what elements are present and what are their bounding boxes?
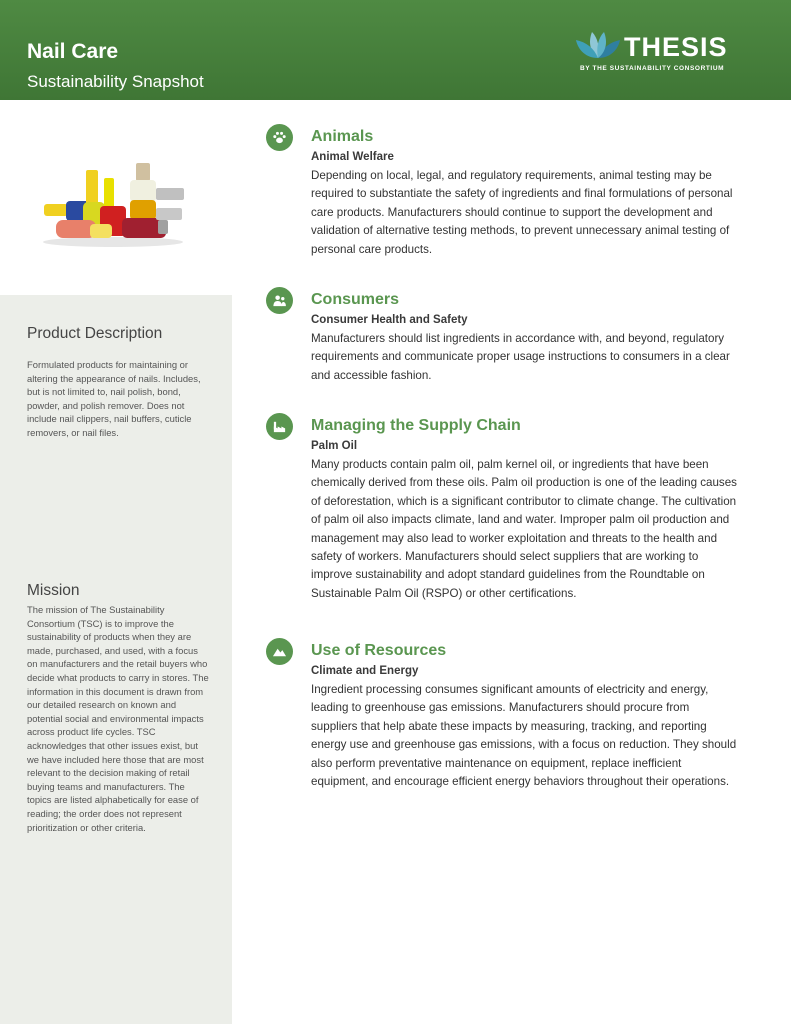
section-title: Animals — [311, 128, 374, 145]
thesis-logo — [576, 30, 746, 80]
nail-polish-bottles-image — [38, 158, 188, 248]
people-icon — [266, 287, 293, 314]
section-title: Consumers — [311, 291, 400, 308]
paw-icon — [266, 124, 293, 151]
factory-icon — [266, 413, 293, 440]
section-subtitle: Palm Oil — [311, 440, 358, 452]
leaf-logo-icon — [576, 30, 620, 60]
section-text: Many products contain palm oil, palm kernel oil, or ingredients that have been chemically derived from these oils. Palm oil production is one of the leading causes of deforestation, which is a significant contributor to climate change. The cultivation of palm oil also impacts climate, land and water. Improper palm oil production and management may also lead to worker exploitation and threats to the health and safety of workers. Manufacturers should select suppliers that are working to improve sustainability and adopt standard guidelines from the Roundtable on Sustainable Palm Oil (RSPO) or other certifications. — [311, 458, 737, 600]
mountain-icon — [266, 638, 293, 665]
section-subtitle: Consumer Health and Safety — [311, 314, 468, 326]
product-description-text: Formulated products for maintaining or altering the appearance of nails. Includes, but is not limited to, nail polish, bond, powder, and polish remover. Does not include nail clippers, nail buffers, cuticle removers, or nail files. — [27, 359, 201, 438]
page-subtitle: Sustainability Snapshot — [27, 72, 204, 91]
section-text: Depending on local, legal, and regulatory requirements, animal testing may be required to substantiate the safety of ingredients and final formulations of personal care products. Manufacturers should continue to support the development and validation of alternative testing methods, to prevent unnecessary animal testing of personal care products. — [311, 169, 733, 256]
product-description-heading: Product Description — [27, 325, 163, 342]
logo-tagline: BY THE SUSTAINABILITY CONSORTIUM — [580, 65, 725, 72]
section-text: Ingredient processing consumes significant amounts of electricity and energy, leading to greenhouse gas emissions. Manufacturers should procure from suppliers that help abate these impacts by measuring, tracking, and reporting energy use and greenhouse gas emissions, with a focus on reduction. They should also perform preventative maintenance on equipment, replace inefficient equipment, and encourage efficient energy behaviors throughout their operations. — [311, 683, 737, 789]
page-title: Nail Care — [27, 40, 119, 63]
section-subtitle: Animal Welfare — [311, 151, 394, 163]
mission-heading: Mission — [27, 582, 80, 599]
section-title: Use of Resources — [311, 642, 447, 659]
section-title: Managing the Supply Chain — [311, 417, 521, 434]
logo-wordmark: THESIS — [624, 32, 728, 62]
sidebar — [0, 295, 232, 1024]
section-text: Manufacturers should list ingredients in accordance with, and beyond, regulatory requirements and communicate proper usage instructions to consumers in a clear and accessible fashion. — [311, 332, 730, 382]
mission-text: The mission of The Sustainability Consortium (TSC) is to improve the sustainability of products when they are made, purchased, and used, with a focus on manufacturers and the retail buyers who decide what products to carry in stores. The information in this document is drawn from our detailed research on known and potential social and environmental impacts across product life cycles. TSC acknowledges that other issues exist, but we have included here those that are most relevant to the decision making of retail buying teams and manufacturers. The topics are listed alphabetically for ease of reading; the order does not represent prioritization or other criteria. — [27, 604, 209, 833]
page-header — [0, 0, 791, 100]
section-subtitle: Climate and Energy — [311, 665, 419, 677]
